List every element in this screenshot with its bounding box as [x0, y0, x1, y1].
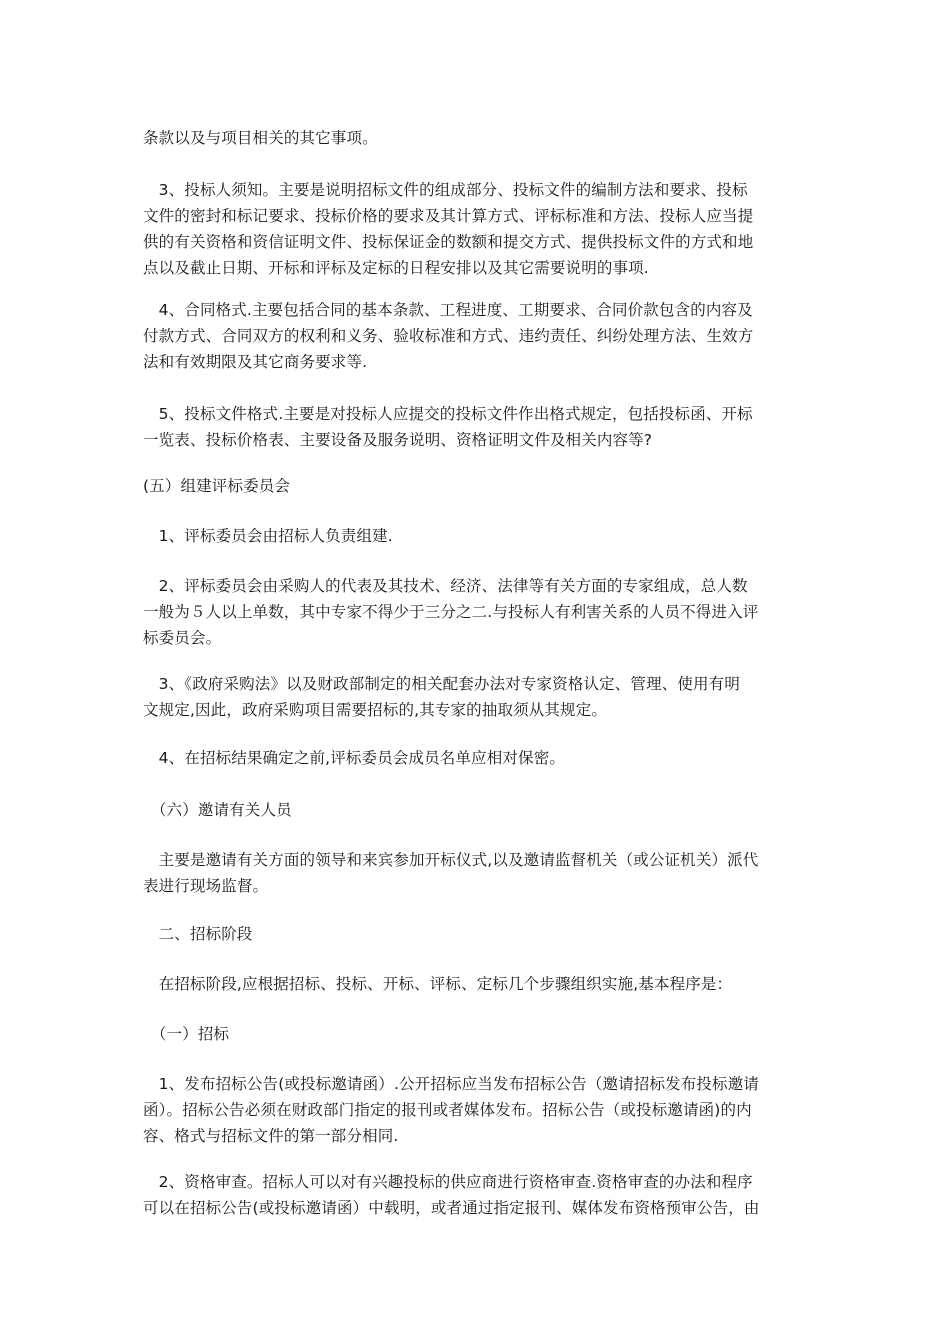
paragraph-16: 2、资格审查。招标人可以对有兴趣投标的供应商进行资格审查.资格审查的办法和程序 可以在招标公告(或投标邀请函）中载明，或者通过指定报刊、媒体发布资格预审公告，由 — [143, 1173, 760, 1217]
paragraph-6: 1、评标委员会由招标人负责组建. — [143, 527, 393, 545]
paragraph-3: 4、合同格式.主要包括合同的基本条款、工程进度、工期要求、合同价款包含的内容及 付款方式、合同双方的权利和义务、验收标准和方式、违约责任、纠纷处理方法、生效方 法和有效期限及其它商务要求等. — [143, 301, 754, 371]
paragraph-8: 3、《政府采购法》以及财政部制定的相关配套办法对专家资格认定、管理、使用有明 文规定,因此，政府采购项目需要招标的,其专家的抽取须从其规定。 — [143, 675, 740, 719]
paragraph-15: 1、发布招标公告(或投标邀请函）.公开招标应当发布招标公告（邀请招标发布投标邀请 函）。招标公告必须在财政部门指定的报刊或者媒体发布。招标公告（或投标邀请函)的内 容、格式与招标文件的第一部分相同. — [143, 1075, 759, 1145]
section-heading-6: （六）邀请有关人员 — [143, 801, 292, 819]
paragraph-2: 3、投标人须知。主要是说明招标文件的组成部分、投标文件的编制方法和要求、投标 文件的密封和标记要求、投标价格的要求及其计算方式、评标标准和方法、投标人应当提 供的有关资格和资信证明文件、投标保证金的数额和提交方式、提供投标文件的方式和地 点以及截止日期、开标和评标及定标的日程安排以及其它需要说明的事项. — [143, 181, 754, 277]
section-heading-2: 二、招标阶段 — [143, 925, 253, 943]
paragraph-9: 4、在招标结果确定之前,评标委员会成员名单应相对保密。 — [143, 749, 565, 767]
paragraph-1: 条款以及与项目相关的其它事项。 — [143, 129, 378, 147]
paragraph-4: 5、投标文件格式.主要是对投标人应提交的投标文件作出格式规定，包括投标函、开标 一览表、投标价格表、主要设备及服务说明、资格证明文件及相关内容等? — [143, 405, 753, 449]
section-heading-1: （一）招标 — [143, 1025, 230, 1043]
paragraph-11: 主要是邀请有关方面的领导和来宾参加开标仪式,以及邀请监督机关（或公证机关）派代 表进行现场监督。 — [143, 851, 759, 895]
paragraph-7: 2、评标委员会由采购人的代表及其技术、经济、法律等有关方面的专家组成，总人数 一般为５人以上单数，其中专家不得少于三分之二.与投标人有利害关系的人员不得进入评 标委员会。 — [143, 577, 759, 647]
paragraph-13: 在招标阶段,应根据招标、投标、开标、评标、定标几个步骤组织实施,基本程序是： — [143, 975, 733, 993]
section-heading-5: (五）组建评标委员会 — [143, 477, 291, 495]
